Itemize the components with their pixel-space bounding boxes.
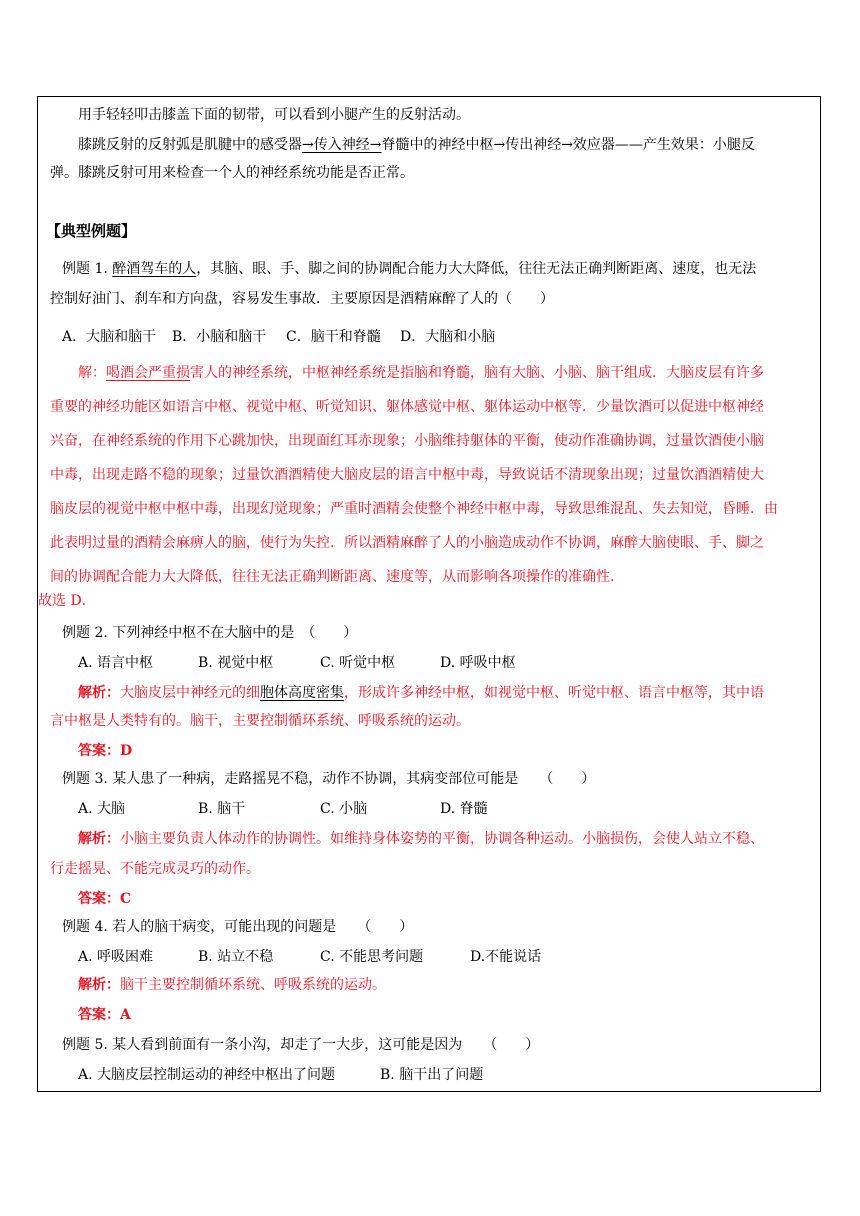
option-a: A．大脑和脑干 xyxy=(62,329,157,345)
example-1-explanation xyxy=(78,363,764,383)
explanation-text: ，形成许多神经中枢，如视觉中枢、听觉中枢、语言中枢等，其中语 xyxy=(344,685,764,701)
explanation-text: 脑干主要控制循环系统、呼吸系统的运动。 xyxy=(120,977,386,993)
explanation-underline: 喝酒会严重损 xyxy=(106,365,190,381)
option-a: A. 呼吸困难 xyxy=(78,949,154,965)
option-b: B．小脑和脑干 xyxy=(172,329,267,345)
example-4-answer: 答案：A xyxy=(78,1007,131,1023)
explanation-underline: 胞体高度密集 xyxy=(260,685,344,701)
example-3-question: 例题 3. 某人患了一种病，走路摇晃不稳，动作不协调，其病变部位可能是 （ ） xyxy=(62,771,596,787)
example-1-explanation-line: 脑皮层的视觉中枢中枢中毒，出现幻觉现象；严重时酒精会使整个神经中枢中毒，导致思维混乱、失去知觉，昏睡．由 xyxy=(50,501,778,517)
option-d: D. 脊髓 xyxy=(440,801,488,817)
example-1-explanation-line: 中毒，出现走路不稳的现象；过量饮酒酒精使大脑皮层的语言中枢中毒，导致说话不清现象出现；过量饮酒酒精使大 xyxy=(50,467,764,483)
explanation-label: 解析： xyxy=(78,685,120,701)
example-3-explanation xyxy=(78,829,764,849)
example-3-explanation-cont: 行走摇晃、不能完成灵巧的动作。 xyxy=(50,861,260,877)
example-2-explanation xyxy=(78,683,764,703)
example-1-explanation-line: 重要的神经功能区如语言中枢、视觉中枢、听觉知识、躯体感觉中枢、躯体运动中枢等．少量饮酒可以促进中枢神经 xyxy=(50,399,764,415)
example-5-question: 例题 5. 某人看到前面有一条小沟，却走了一大步，这可能是因为 （ ） xyxy=(62,1037,540,1053)
option-d: D．大脑和小脑 xyxy=(400,329,496,345)
option-a: A. 语言中枢 xyxy=(78,655,154,671)
option-b: B. 脑干出了问题 xyxy=(380,1067,484,1083)
explanation-label: 解析： xyxy=(78,831,120,847)
option-c: C. 听觉中枢 xyxy=(320,655,396,671)
example-1-options xyxy=(62,327,495,347)
content-frame xyxy=(37,96,821,1092)
example-2-options xyxy=(78,653,516,673)
explanation-text: 大脑皮层中神经元的细 xyxy=(120,685,260,701)
example-1-question xyxy=(62,259,756,279)
example-1-answer: 故选 D． xyxy=(38,593,96,609)
option-b: B. 脑干 xyxy=(198,801,246,817)
explanation-label: 解： xyxy=(78,365,106,381)
example-3-answer: 答案：C xyxy=(78,891,132,907)
option-c: C. 不能思考问题 xyxy=(320,949,424,965)
option-a: A. 大脑皮层控制运动的神经中枢出了问题 xyxy=(78,1067,336,1083)
example-1-explanation-line: 兴奋，在神经系统的作用下心跳加快，出现面红耳赤现象；小脑维持躯体的平衡，使动作准确协调，过量饮酒使小脑 xyxy=(50,433,764,449)
option-c: C．脑干和脊髓 xyxy=(286,329,381,345)
example-1-explanation-line: 间的协调配合能力大大降低，往往无法正确判断距离、速度等，从而影响各项操作的准确性． xyxy=(50,569,624,585)
intro-paragraph-2 xyxy=(78,135,755,155)
example-2-explanation-cont: 言中枢是人类特有的。脑干，主要控制循环系统、呼吸系统的运动。 xyxy=(50,713,470,729)
question-underline: 醉酒驾车的人 xyxy=(112,261,197,277)
explanation-text: 害人的神经系统，中枢神经系统是指脑和脊髓，脑有大脑、小脑、脑干组成．大脑皮层有许多 xyxy=(190,365,764,381)
intro-text: 脊髓中的神经中枢→传出神经→效应器——产生效果：小腿反 xyxy=(381,137,755,153)
example-1-question-cont: 控制好油门、刹车和方向盘，容易发生事故．主要原因是酒精麻醉了人的（ ） xyxy=(50,291,554,307)
option-d: D. 呼吸中枢 xyxy=(440,655,516,671)
example-4-options xyxy=(78,947,541,967)
option-a: A. 大脑 xyxy=(78,801,126,817)
example-1-explanation-line: 此表明过量的酒精会麻痹人的脑，使行为失控．所以酒精麻醉了人的小脑造成动作不协调，麻醉大脑使眼、手、脚之 xyxy=(50,535,764,551)
option-b: B. 视觉中枢 xyxy=(198,655,274,671)
example-4-explanation xyxy=(78,975,386,995)
intro-underline: →传入神经→ xyxy=(302,137,382,153)
question-text: 例题 1. xyxy=(62,261,113,277)
option-b: B. 站立不稳 xyxy=(198,949,274,965)
example-2-question: 例题 2. 下列神经中枢不在大脑中的是 （ ） xyxy=(62,625,358,641)
explanation-label: 解析： xyxy=(78,977,120,993)
explanation-text: 小脑主要负责人体动作的协调性。如维持身体姿势的平衡，协调各种运动。小脑损伤，会使人站立不稳、 xyxy=(120,831,764,847)
option-d: D.不能说话 xyxy=(470,949,542,965)
example-2-answer: 答案：D xyxy=(78,743,133,759)
intro-text: 膝跳反射的反射弧是肌腱中的感受器 xyxy=(78,137,302,153)
intro-paragraph-2-cont: 弹。膝跳反射可用来检查一个人的神经系统功能是否正常。 xyxy=(50,165,414,181)
section-title: 【典型例题】 xyxy=(46,222,137,240)
option-c: C. 小脑 xyxy=(320,801,368,817)
example-4-question: 例题 4. 若人的脑干病变，可能出现的问题是 （ ） xyxy=(62,919,414,935)
question-text: ，其脑、眼、手、脚之间的协调配合能力大大降低，往往无法正确判断距离、速度，也无法 xyxy=(196,261,757,277)
intro-paragraph-1: 用手轻轻叩击膝盖下面的韧带，可以看到小腿产生的反射活动。 xyxy=(78,107,470,123)
example-5-options xyxy=(78,1065,483,1085)
example-3-options xyxy=(78,799,488,819)
